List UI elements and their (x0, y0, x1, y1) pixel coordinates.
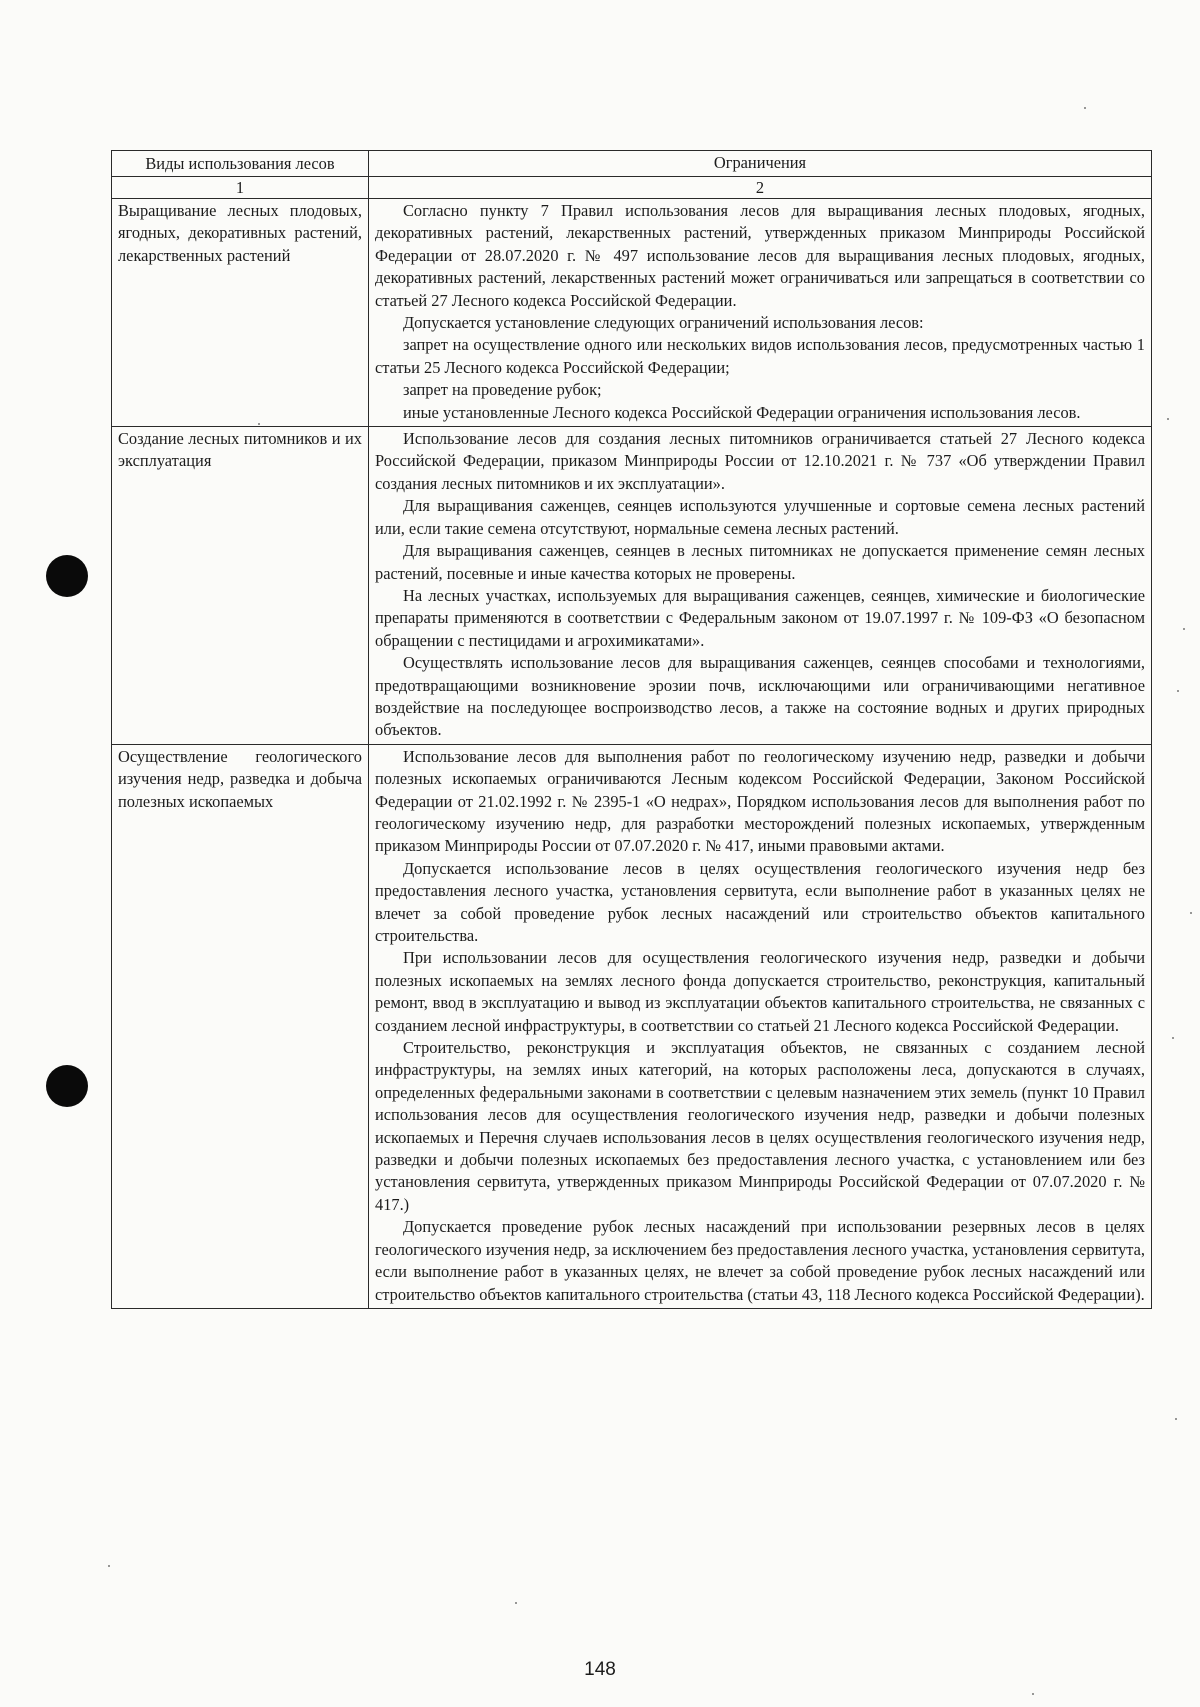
restriction-paragraph: Допускается установление следующих ограничений использования лесов: (403, 313, 924, 333)
restriction-paragraph: Осуществлять использование лесов для выращивания саженцев, сеянцев способами и технологиями, предотвращающими возникновение эрозии почв, исключающими или ограничивающими негативное воздействие на последующее воспроизводство лесов, а также на состояние водных и других природных объектов. (375, 653, 1145, 740)
table-header-row (112, 151, 1152, 177)
restriction-paragraph: Допускается проведение рубок лесных насаждений при использовании резервных лесов в целях геологического изучения недр, за исключением без предоставления лесного участка, установления сервитута, если выполнение работ в указанных целях, не влечет за собой проведение рубок лесных насаждений или строительство объектов капитального строительства (статьи 43, 118 Лесного кодекса Российской Федерации). (375, 1217, 1145, 1304)
table-row (112, 427, 1152, 745)
scan-speck (1084, 107, 1086, 109)
forest-use-type: Создание лесных питомников и их эксплуатация (112, 427, 369, 745)
table-column-numbers-row (112, 177, 1152, 199)
scan-speck (1167, 418, 1169, 420)
restrictions-cell (369, 427, 1152, 745)
scan-speck (1183, 628, 1185, 630)
scan-speck (1172, 1037, 1174, 1039)
restrictions-cell (369, 744, 1152, 1308)
scan-speck (1175, 1418, 1177, 1420)
restrictions-table (111, 150, 1152, 1309)
restriction-paragraph: Для выращивания саженцев, сеянцев в лесных питомниках не допускается применение семян лесных растений, посевные и иные качества которых не проверены. (375, 541, 1145, 583)
restriction-paragraph: При использовании лесов для осуществления геологического изучения недр, разведки и добычи полезных ископаемых на землях лесного фонда допускается строительство, реконструкция, капитальный ремонт, ввод в эксплуатацию и вывод из эксплуатации объектов капитального строительства, не связанных с созданием лесной инфраструктуры, в соответствии со статьей 21 Лесного кодекса Российской Федерации. (375, 948, 1145, 1035)
restriction-paragraph: Для выращивания саженцев, сеянцев используются улучшенные и сортовые семена лесных растений или, если такие семена отсутствуют, нормальные семена лесных растений. (375, 496, 1145, 538)
punch-hole-bottom (46, 1065, 88, 1107)
header-forest-use-types: Виды использования лесов (112, 151, 369, 177)
restriction-paragraph: Согласно пункту 7 Правил использования лесов для выращивания лесных плодовых, ягодных, декоративных растений, лекарственных растений, утвержденных приказом Минприроды Российской Федерации от 28.07.2020 г. № 497 использование лесов для выращивания лесных плодовых, ягодных, декоративных растений, лекарственных растений может ограничиваться или запрещаться в соответствии со статьей 27 Лесного кодекса Российской Федерации. (375, 201, 1145, 310)
restriction-paragraph: На лесных участках, используемых для выращивания саженцев, сеянцев, химические и биологические препараты применяются в соответствии с Федеральным законом от 19.07.1997 г. № 109-ФЗ «О безопасном обращении с пестицидами и агрохимикатами». (375, 585, 1145, 650)
restriction-paragraph: запрет на осуществление одного или нескольких видов использования лесов, предусмотренных частью 1 статьи 25 Лесного кодекса Российской Федерации; (375, 335, 1145, 377)
table-row (112, 199, 1152, 427)
restriction-paragraph: Использование лесов для выполнения работ по геологическому изучению недр, разведки и добычи полезных ископаемых ограничиваются Лесным кодексом Российской Федерации, Законом Российской Федерации от 21.02.1992 г. № 2395-1 «О недрах», Порядком использования лесов для выполнения работ по геологическому изучению недр, для разработки месторождений полезных ископаемых, утвержденным приказом Минприроды России от 07.07.2020 г. № 417, иными правовыми актами. (375, 746, 1145, 856)
scan-speck (1177, 690, 1179, 692)
scan-speck (1032, 1693, 1034, 1695)
column-number-2: 2 (369, 177, 1152, 199)
forest-use-type: Выращивание лесных плодовых, ягодных, декоративных растений, лекарственных растений (112, 199, 369, 427)
restriction-paragraph: запрет на проведение рубок; (403, 380, 602, 400)
page-number: 148 (584, 1659, 616, 1680)
restriction-paragraph: иные установленные Лесного кодекса Российской Федерации ограничения использования лесов. (403, 402, 1081, 422)
restriction-paragraph: Допускается использование лесов в целях осуществления геологического изучения недр без предоставления лесного участка, установления сервитута, если выполнение работ в указанных целях не влечет за собой проведение рубок лесных насаждений или строительство объектов капитального строительства. (375, 858, 1145, 945)
table-row (112, 744, 1152, 1308)
restriction-paragraph: Использование лесов для создания лесных питомников ограничивается статьей 27 Лесного кодекса Российской Федерации, приказом Минприроды России от 12.10.2021 г. № 737 «Об утверждении Правил создания лесных питомников и их эксплуатации». (375, 429, 1145, 493)
punch-hole-top (46, 555, 88, 597)
restriction-paragraph: Строительство, реконструкция и эксплуатация объектов, не связанных с созданием лесной инфраструктуры, на землях иных категорий, на которых расположены леса, допускаются в случаях, определенных федеральными законами в соответствии с целевым назначением этих земель (пункт 10 Правил использования лесов для осуществления геологического изучения недр, разведки и добычи полезных ископаемых и Перечня случаев использования лесов в целях осуществления геологического изучения недр, разведки и добычи полезных ископаемых без предоставления лесного участка, с установлением или без установления сервитута, утвержденных приказом Минприроды Российской Федерации от 07.07.2020 г. № 417.) (375, 1038, 1145, 1214)
scan-speck (515, 1602, 517, 1604)
forest-use-type: Осуществление геологического изучения недр, разведка и добыча полезных ископаемых (112, 744, 369, 1308)
scan-speck (108, 1565, 110, 1567)
header-restrictions: Ограничения (369, 151, 1152, 177)
scan-speck (1190, 912, 1192, 914)
restrictions-cell (369, 199, 1152, 427)
column-number-1: 1 (112, 177, 369, 199)
